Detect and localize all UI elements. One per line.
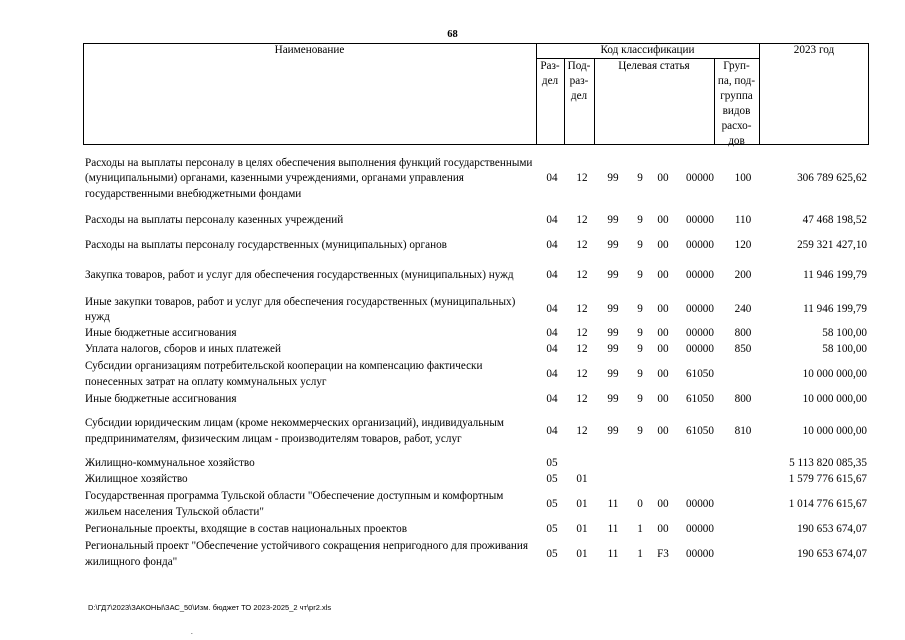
table-row: Региональные проекты, входящие в состав национальных проектов 05 01 11 1 00 00000 190 653 674,07 [85, 522, 867, 535]
table-row: Иные бюджетные ассигнования 04 12 99 9 00 00000 800 58 100,00 [85, 327, 867, 339]
table-row: Иные бюджетные ассигнования 04 12 99 9 00 61050 800 10 000 000,00 [85, 392, 867, 405]
table-row: Региональный проект "Обеспечение устойчивого сокращения непригодного для проживания жилищного фонда" 05 01 11 1 F3 00000 190 653 674,07 [85, 540, 867, 568]
table-row: Субсидии юридическим лицам (кроме некоммерческих организаций), индивидуальным предпринимателям, физическим лицам - производителям товаров, работ, услуг 04 12 99 9 00 61050 810 10 000 000,00 [85, 417, 867, 445]
table-row: Расходы на выплаты персоналу государственных (муниципальных) органов 04 12 99 9 00 00000 120 259 321 427,10 [85, 238, 867, 251]
table-row: Иные закупки товаров, работ и услуг для обеспечения государственных (муниципальных) нужд 04 12 99 9 00 00000 240 11 946 199,79 [85, 295, 867, 323]
header-razdel: Раз- дел [540, 60, 560, 87]
table-row: Расходы на выплаты персоналу казенных учреждений 04 12 99 9 00 00000 110 47 468 198,52 [85, 213, 867, 226]
header-target-article: Целевая статья [618, 60, 690, 72]
table-row: Государственная программа Тульской области "Обеспечение доступным и комфортным жильем населения Тульской области" 05 01 11 0 00 00000 1 014 776 615,67 [85, 490, 867, 518]
footer-mark: . [191, 628, 193, 636]
table-row: Жилищно-коммунальное хозяйство 05 5 113 820 085,35 [85, 456, 867, 469]
table-row: Расходы на выплаты персоналу в целях обеспечения выполнения функций государственными (муниципальными) органами, казенными учреждениями, органами управления государственными внебюджетными фондами 04 12 99 9 00 00000 100 306 789 625,62 [85, 156, 867, 200]
table-header [83, 43, 869, 145]
budget-table [85, 150, 867, 572]
header-classification-code: Код классификации [600, 44, 695, 56]
header-podrazdel: Под- раз- дел [567, 60, 591, 102]
header-name: Наименование [274, 44, 345, 56]
table-row: Жилищное хозяйство 05 01 1 579 776 615,67 [85, 472, 867, 485]
table-row: Субсидии организациям потребительской кооперации на компенсацию фактически понесенных затрат на оплату коммунальных услуг 04 12 99 9 00 61050 10 000 000,00 [85, 360, 867, 388]
table-row: Уплата налогов, сборов и иных платежей 04 12 99 9 00 00000 850 58 100,00 [85, 342, 867, 355]
header-expense-group: Груп- па, под- группа видов расхо- дов [717, 60, 756, 147]
table-row: Закупка товаров, работ и услуг для обеспечения государственных (муниципальных) нужд 04 12 99 9 00 00000 200 11 946 199,79 [85, 269, 867, 282]
page-number: 68 [447, 29, 458, 40]
file-path-footer: D:\ГД7\2023\ЗАКОНЫ\ЗАС_50\Изм. бюджет ТО 2023-2025_2 чт\pr2.xls [88, 603, 332, 612]
header-year: 2023 год [793, 44, 835, 56]
